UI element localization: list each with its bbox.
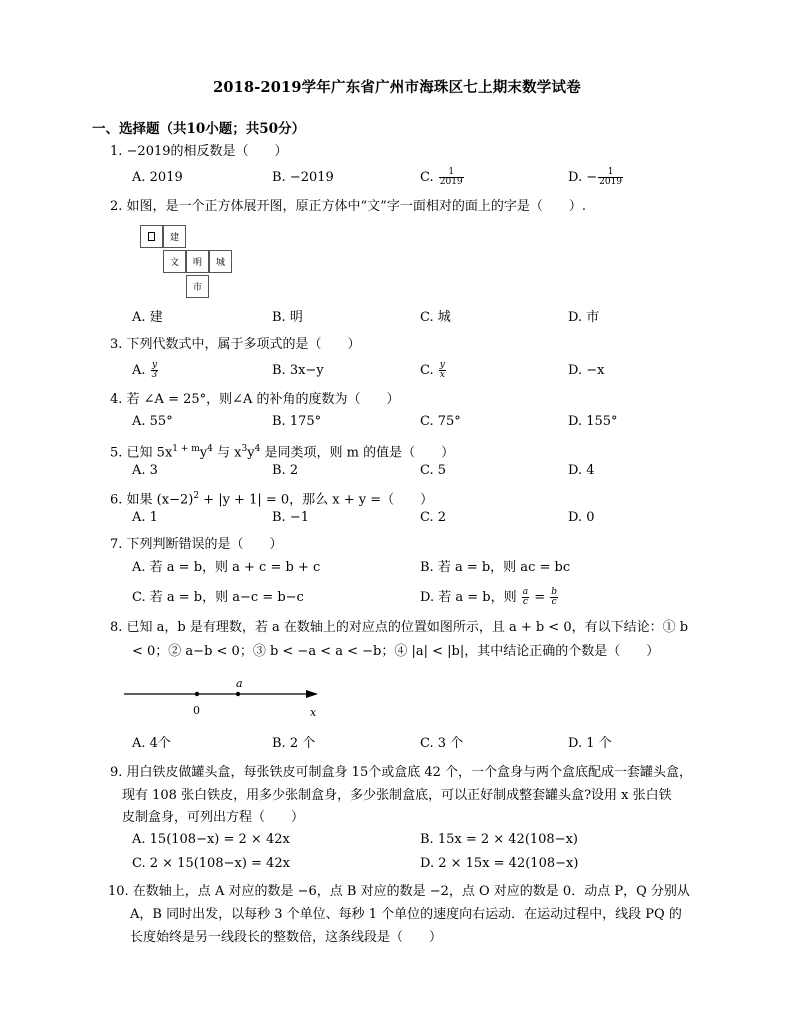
option-d[interactable]: D. 2 × 15x = 42(108−x)	[420, 856, 579, 871]
question-2-options	[132, 308, 652, 328]
net-cell-blank	[140, 225, 163, 248]
question-2: 2. 如图，是一个正方体展开图，原正方体中“文”字一面相对的面上的字是（ ）.	[110, 199, 586, 214]
option-a[interactable]: A. 2019	[132, 170, 183, 185]
option-b[interactable]: B. −1	[272, 510, 309, 525]
question-8-line1: 8. 已知 a，b 是有理数，若 a 在数轴上的对应点的位置如图所示，且 a + b < 0，有以下结论：① b	[110, 620, 689, 635]
question-10-line1: 10. 在数轴上，点 A 对应的数是 −6，点 B 对应的数是 −2，点 O 对应的数是 0．动点 P，Q 分别从	[108, 884, 690, 899]
net-cell: 文	[163, 250, 186, 273]
label-a: a	[236, 677, 243, 690]
point-zero	[195, 692, 199, 696]
option-c[interactable]: C. 若 a = b，则 a−c = b−c	[132, 590, 304, 605]
question-9-options-row1	[132, 830, 652, 850]
option-d[interactable]: D. −x	[568, 363, 605, 378]
question-5: 5. 已知 $5x^{1 + m}y^4$ 与 $x^3y^4$ 是同类项，则 m 的值是（ ）	[110, 444, 455, 461]
option-d[interactable]: D. 155°	[568, 414, 618, 429]
net-cell: 明	[186, 250, 209, 273]
question-1-options	[132, 168, 652, 188]
question-9-line3: 皮制盒身，可列出方程（ ）	[122, 810, 305, 825]
option-d[interactable]: D. 4	[568, 463, 595, 478]
option-b[interactable]: B. 15x = 2 × 42(108−x)	[420, 832, 578, 847]
point-a	[236, 692, 240, 696]
question-5-options	[132, 461, 652, 481]
net-cell: 市	[186, 275, 209, 298]
question-6-options	[132, 508, 652, 528]
question-4-options	[132, 412, 652, 432]
option-c[interactable]: C. 75°	[420, 414, 461, 429]
option-d[interactable]: D. − $\frac{1}{2019}$	[568, 167, 623, 187]
option-d[interactable]: D. 若 a = b，则 $\frac{a}{c}$ = $\frac{b}{c}$	[420, 587, 558, 607]
cube-net-figure	[140, 225, 260, 299]
question-10-line3: 长度始终是另一线段长的整数倍，这条线段是（ ）	[130, 930, 443, 945]
question-9-options-row2	[132, 854, 652, 874]
option-a[interactable]: A. 若 a = b，则 a + c = b + c	[132, 560, 321, 575]
section-heading: 一、选择题（共10小题；共50分）	[92, 121, 306, 137]
option-b[interactable]: B. 175°	[272, 414, 322, 429]
question-8-line2: < 0；② a−b < 0；③ b < −a < a < −b；④ |a| < |b|，其中结论正确的个数是（ ）	[132, 644, 660, 659]
question-8-options	[132, 734, 652, 754]
option-a[interactable]: A. 55°	[132, 414, 173, 429]
question-4: 4. 若 ∠A = 25°，则∠A 的补角的度数为（ ）	[110, 392, 400, 407]
blank-box-icon	[148, 232, 155, 241]
question-1: 1. −2019的相反数是（ ）	[110, 144, 288, 159]
option-c[interactable]: C. $\frac{1}{2019}$	[420, 167, 463, 187]
net-cell: 城	[209, 250, 232, 273]
option-b[interactable]: B. 若 a = b，则 ac = bc	[420, 560, 571, 575]
option-c[interactable]: C. 3 个	[420, 736, 464, 751]
label-x: x	[310, 706, 317, 719]
option-a[interactable]: A. 15(108−x) = 2 × 42x	[132, 832, 290, 847]
option-c[interactable]: C. $\frac{y}{x}$	[420, 360, 445, 380]
question-9-line2: 现有 108 张白铁皮，用多少张制盒身，多少张制盒底，可以正好制成整套罐头盒?设用 x 张白铁	[122, 788, 672, 803]
question-7-options-row2	[132, 588, 652, 608]
option-b[interactable]: B. −2019	[272, 170, 334, 185]
question-3-options	[132, 361, 652, 381]
question-6: 6. 如果 $(x-2)^2 + |y + 1| = 0$，那么 x + y =（ ）	[110, 491, 434, 508]
question-10-line2: A，B 同时出发，以每秒 3 个单位、每秒 1 个单位的速度向右运动．在运动过程中，线段 PQ 的	[130, 907, 682, 922]
option-a[interactable]: A. 4个	[132, 736, 171, 751]
option-a[interactable]: A. 建	[132, 310, 163, 325]
option-b[interactable]: B. 3x−y	[272, 363, 324, 378]
option-c[interactable]: C. 2 × 15(108−x) = 42x	[132, 856, 290, 871]
option-c[interactable]: C. 5	[420, 463, 447, 478]
page-title: 2018-2019学年广东省广州市海珠区七上期末数学试卷	[213, 79, 581, 96]
option-b[interactable]: B. 2	[272, 463, 299, 478]
option-a[interactable]: A. 3	[132, 463, 158, 478]
option-d[interactable]: D. 0	[568, 510, 595, 525]
question-7-options-row1	[132, 558, 652, 578]
option-b[interactable]: B. 明	[272, 310, 303, 325]
number-line-figure	[122, 676, 326, 720]
option-c[interactable]: C. 城	[420, 310, 451, 325]
option-b[interactable]: B. 2 个	[272, 736, 316, 751]
option-c[interactable]: C. 2	[420, 510, 447, 525]
net-cell: 建	[163, 225, 186, 248]
option-a[interactable]: A. $\frac{y}{3}$	[132, 360, 158, 380]
option-d[interactable]: D. 1 个	[568, 736, 612, 751]
arrow-right-icon	[306, 690, 318, 698]
label-zero: 0	[193, 704, 200, 717]
option-a[interactable]: A. 1	[132, 510, 158, 525]
option-d[interactable]: D. 市	[568, 310, 600, 325]
question-3: 3. 下列代数式中，属于多项式的是（ ）	[110, 337, 361, 352]
question-9-line1: 9. 用白铁皮做罐头盒，每张铁皮可制盒身 15个或盒底 42 个，一个盒身与两个盒底配成一套罐头盒，	[110, 765, 693, 780]
question-7: 7. 下列判断错误的是（ ）	[110, 537, 283, 552]
